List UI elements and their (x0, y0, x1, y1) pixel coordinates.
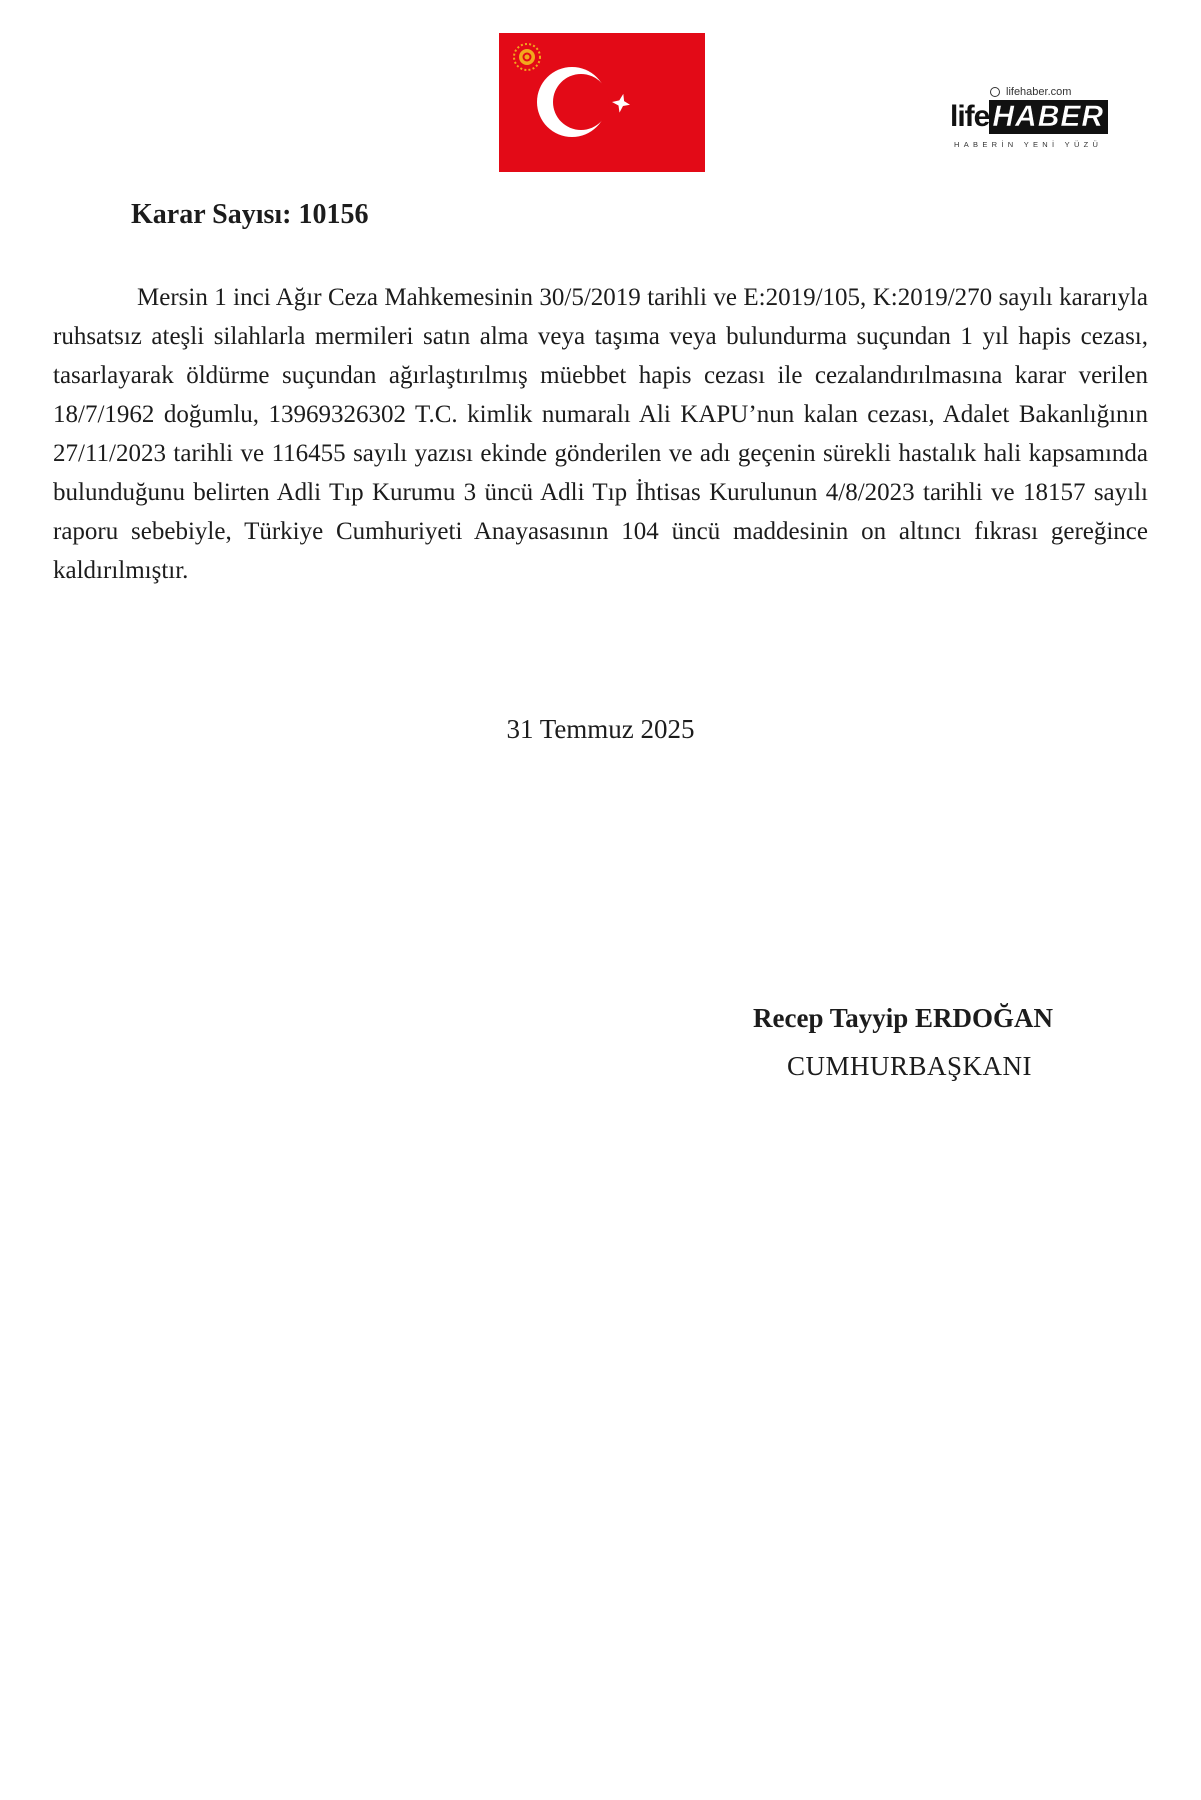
watermark-logo (950, 100, 1108, 134)
watermark-logo-haber: HABER (989, 100, 1108, 134)
watermark-slogan: HABERİN YENİ YÜZÜ (954, 140, 1103, 149)
watermark-logo-life: life (950, 100, 990, 133)
signatory-title: CUMHURBAŞKANI (787, 1051, 1033, 1081)
decision-number: Karar Sayısı: 10156 (131, 199, 369, 230)
lifehaber-watermark (948, 86, 1120, 156)
decision-body: Mersin 1 inci Ağır Ceza Mahkemesinin 30/5/2019 tarihli ve E:2019/105, K:2019/270 sayılı kararıyla ruhsatsız ateşli silahlarla mermileri satın alma veya taşıma veya bulundurma suçundan 1 yıl hapis cezası, tasarlayarak öldürme suçundan ağırlaştırılmış müebbet hapis cezası ile cezalandırılmasına karar verilen 18/7/1962 doğumlu, 13969326302 T.C. kimlik numaralı Ali KAPU’nun kalan cezası, Adalet Bakanlığının 27/11/2023 tarihli ve 116455 sayılı yazısı ekinde gönderilen ve adı geçenin sürekli hastalık hali kapsamında bulunduğunu belirten Adli Tıp Kurumu 3 üncü Adli Tıp İhtisas Kurulunun 4/8/2023 tarihli ve 18157 sayılı raporu sebebiyle, Türkiye Cumhuriyeti Anayasasının 104 üncü maddesinin on altıncı fıkrası gereğince kaldırılmıştır. (53, 284, 1148, 584)
globe-icon (990, 87, 1000, 97)
watermark-site: lifehaber.com (1006, 86, 1072, 98)
turkish-flag-icon (499, 33, 705, 172)
signatory-name: Recep Tayyip ERDOĞAN (753, 1003, 1054, 1033)
decision-date: 31 Temmuz 2025 (506, 714, 695, 744)
